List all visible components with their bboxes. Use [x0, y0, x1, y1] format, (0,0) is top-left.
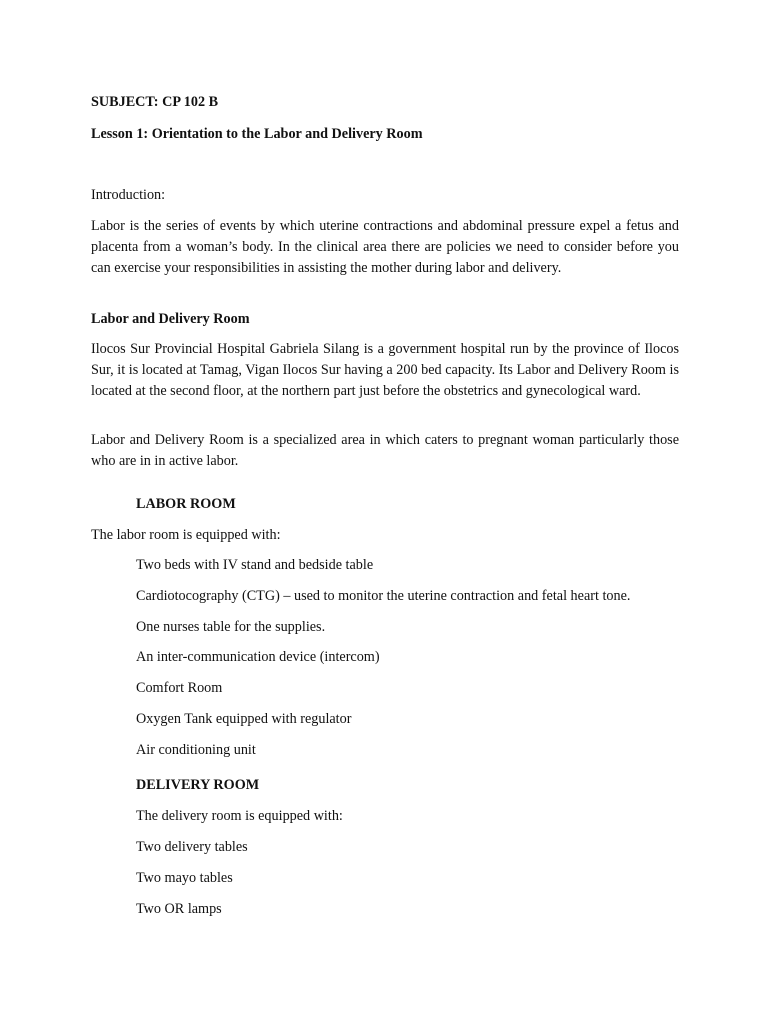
delivery-room-heading: DELIVERY ROOM: [136, 777, 260, 793]
labor-room-item: One nurses table for the supplies.: [136, 619, 326, 635]
introduction-heading: Introduction:: [91, 187, 166, 203]
delivery-room-item: Two mayo tables: [136, 870, 233, 886]
subject-heading: SUBJECT: CP 102 B: [91, 94, 219, 110]
labor-room-item: Oxygen Tank equipped with regulator: [136, 711, 352, 727]
labor-room-intro: The labor room is equipped with:: [91, 527, 281, 543]
labor-room-item: Two beds with IV stand and bedside table: [136, 557, 374, 573]
document-page: [91, 0, 679, 1024]
labor-delivery-room-paragraph-2: Labor and Delivery Room is a specialized area in which caters to pregnant woman particularly those who are in in active labor.: [91, 432, 679, 469]
labor-delivery-room-heading: Labor and Delivery Room: [91, 311, 250, 327]
labor-room-item: An inter-communication device (intercom): [136, 649, 380, 665]
delivery-room-item: Two delivery tables: [136, 839, 248, 855]
labor-room-item: Air conditioning unit: [136, 742, 256, 758]
labor-room-item: Comfort Room: [136, 680, 223, 696]
lesson-title: Lesson 1: Orientation to the Labor and Delivery Room: [91, 126, 423, 142]
labor-room-item: Cardiotocography (CTG) – used to monitor the uterine contraction and fetal heart tone.: [136, 588, 631, 604]
labor-delivery-room-paragraph-1: Ilocos Sur Provincial Hospital Gabriela Silang is a government hospital run by the province of Ilocos Sur, it is located at Tamag, Vigan Ilocos Sur having a 200 bed capacity. Its Labor and Delivery Room is located at the second floor, at the northern part just before the obstetrics and gynecological ward.: [91, 341, 679, 399]
introduction-paragraph: Labor is the series of events by which uterine contractions and abdominal pressure expel a fetus and placenta from a woman’s body. In the clinical area there are policies we need to consider before you can exercise your responsibilities in assisting the mother during labor and delivery.: [91, 218, 679, 276]
delivery-room-intro: The delivery room is equipped with:: [136, 808, 343, 824]
labor-room-heading: LABOR ROOM: [136, 496, 236, 512]
delivery-room-item: Two OR lamps: [136, 901, 222, 917]
